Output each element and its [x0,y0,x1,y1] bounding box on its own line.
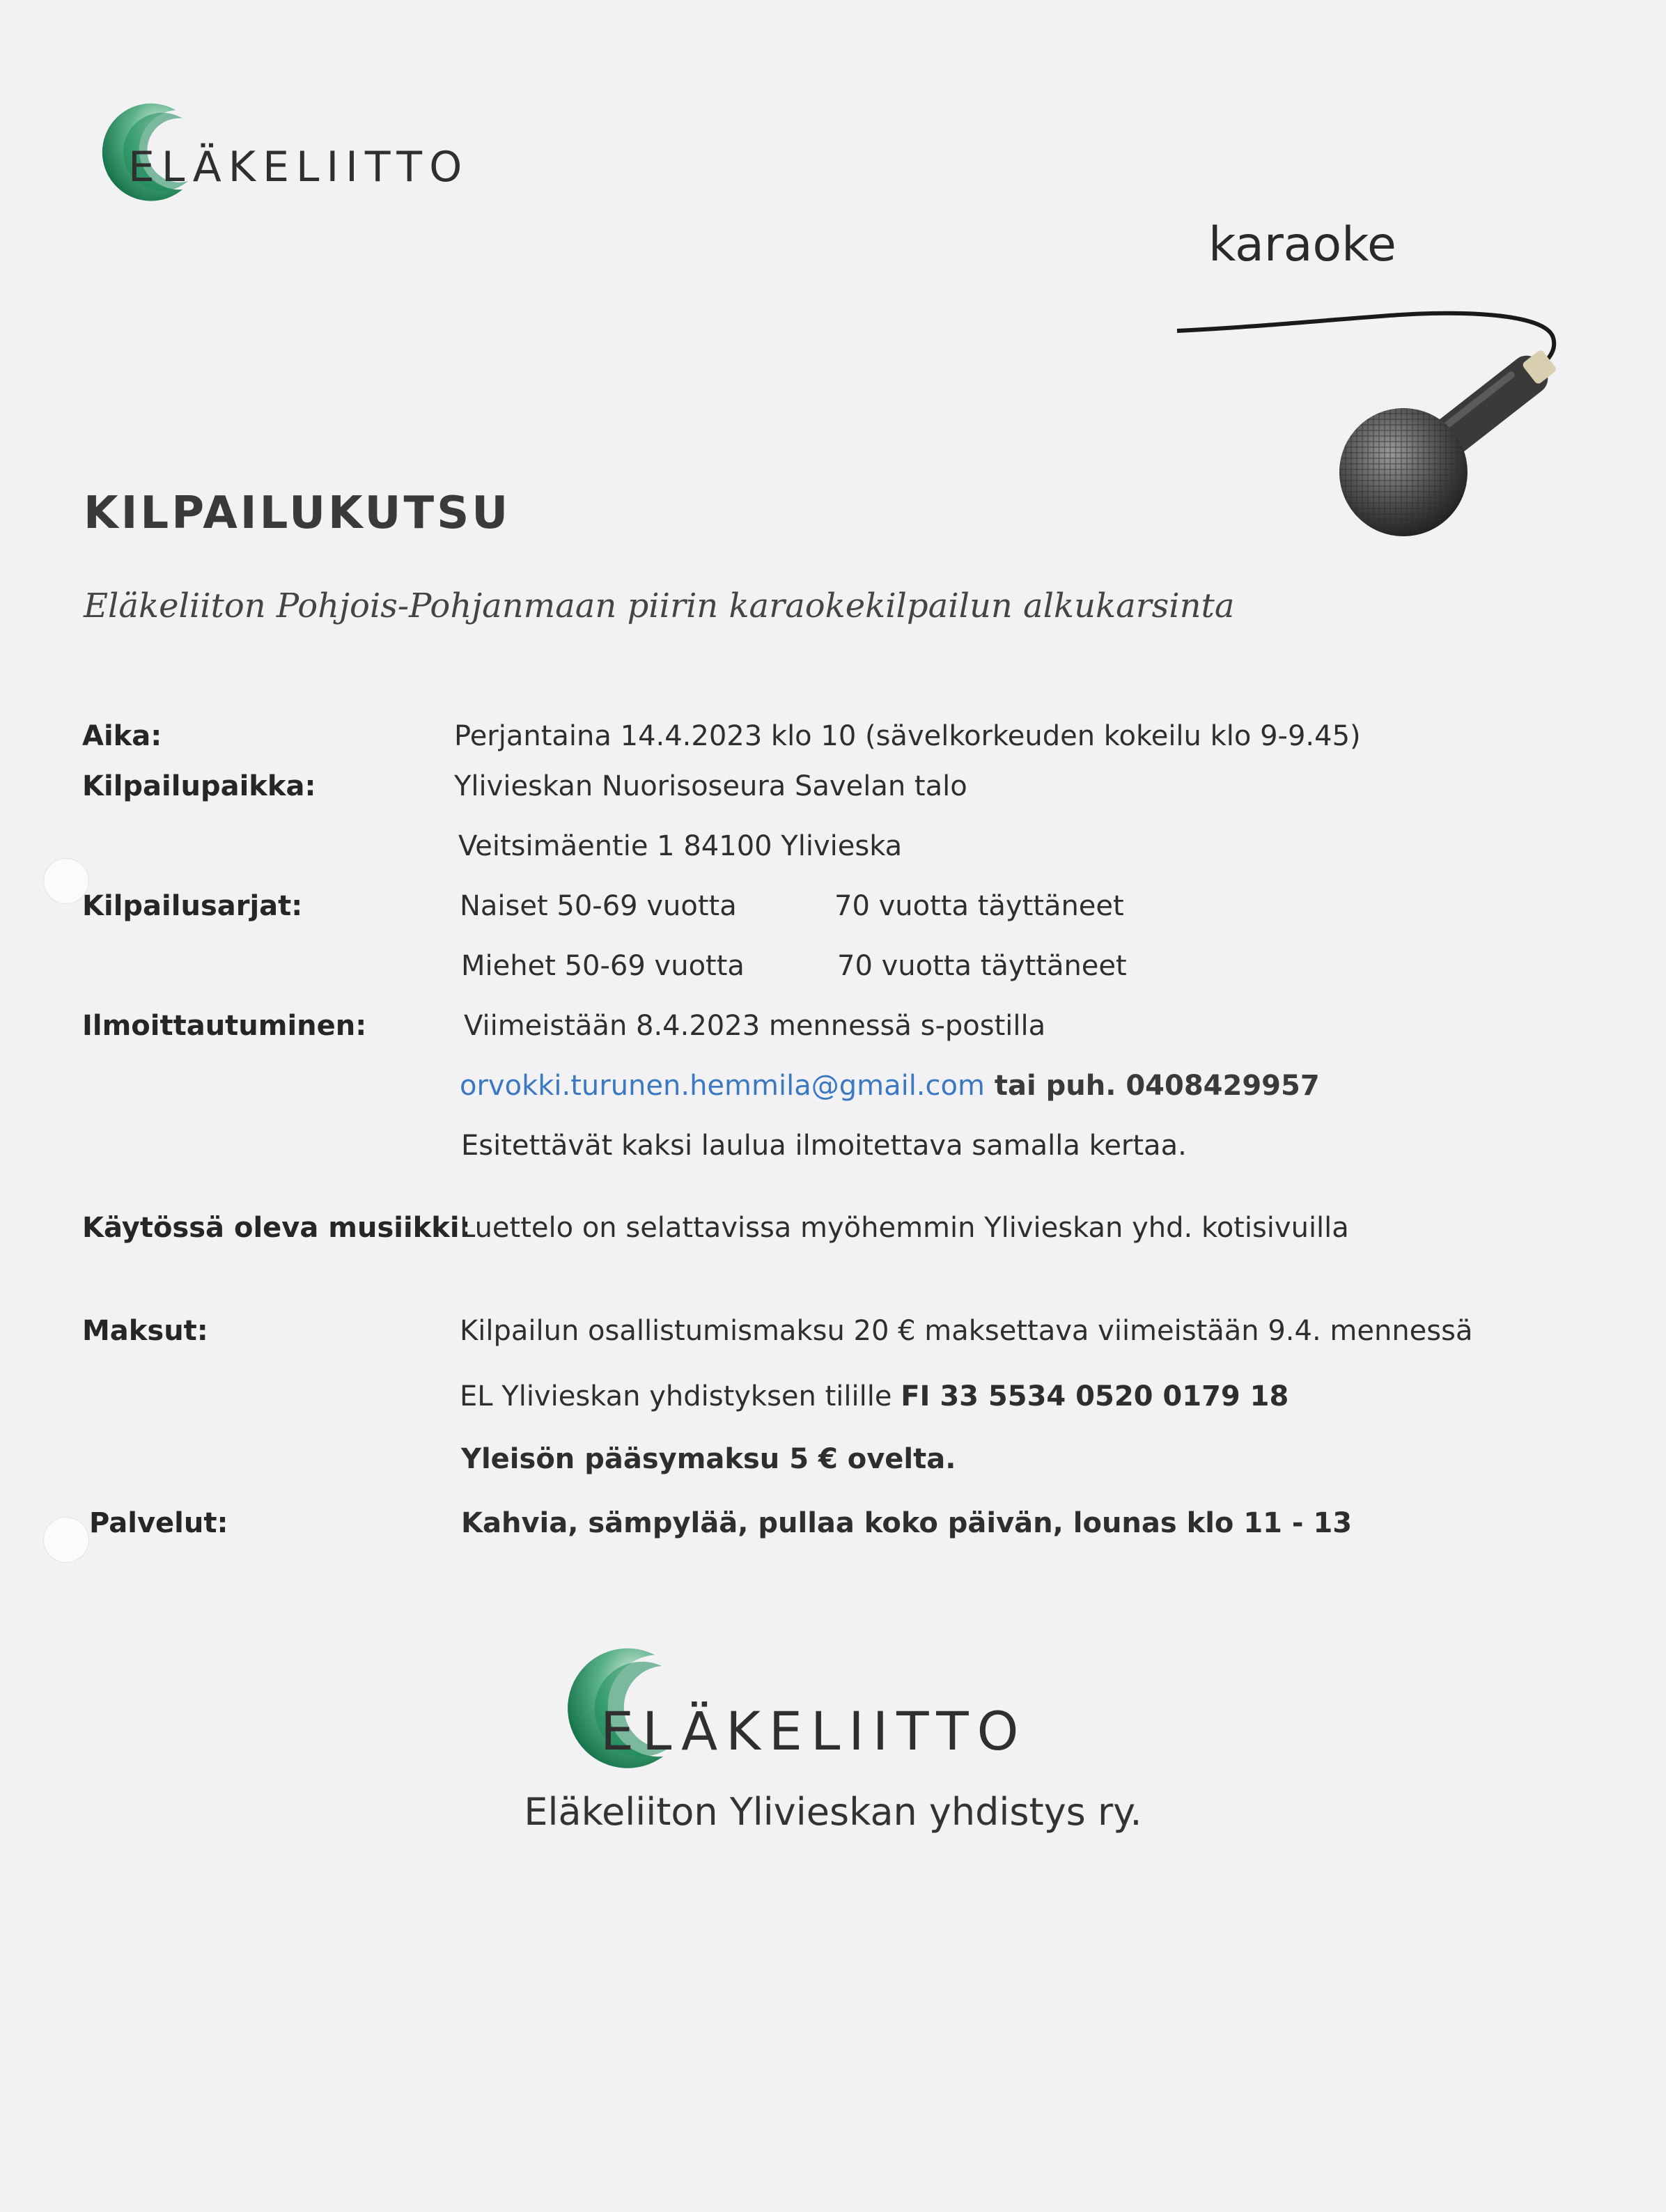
maksut-account-text: EL Ylivieskan yhdistyksen tilille [460,1380,901,1412]
maksut-entry-fee: Yleisön pääsymaksu 5 € ovelta. [461,1443,956,1475]
microphone-icon [1170,299,1581,550]
ilmoittautuminen-label: Ilmoittautuminen: [82,1010,367,1042]
kilpailupaikka-value: Ylivieskan Nuorisoseura Savelan talo [454,770,967,802]
elakeliitto-logo-top [78,98,552,209]
musiikki-label: Käytössä oleva musiikki: [82,1212,471,1244]
kilpailusarjat-label: Kilpailusarjat: [82,890,303,922]
aika-label: Aika: [82,720,162,752]
sarjat-miehet: Miehet 50-69 vuotta [461,950,745,982]
svg-text:ELÄKELIITTO: ELÄKELIITTO [128,143,469,192]
page-subtitle: Eläkeliiton Pohjois-Pohjanmaan piirin karaokekilpailun alkukarsinta [84,586,1235,625]
elakeliitto-logo-bottom [536,1644,1135,1776]
sarjat-naiset: Naiset 50-69 vuotta [460,890,737,922]
page-title: KILPAILUKUTSU [84,488,511,539]
palvelut-value: Kahvia, sämpylää, pullaa koko päivän, lounas klo 11 - 13 [461,1507,1353,1539]
maksut-label: Maksut: [82,1315,208,1347]
punch-hole-bottom [43,1517,89,1563]
aika-value: Perjantaina 14.4.2023 klo 10 (sävelkorkeuden kokeilu klo 9-9.45) [454,720,1361,752]
musiikki-value: Luettelo on selattavissa myöhemmin Ylivieskan yhd. kotisivuilla [460,1212,1349,1244]
sarjat-naiset-70: 70 vuotta täyttäneet [834,890,1124,922]
footer-org-name: Eläkeliiton Ylivieskan yhdistys ry. [524,1790,1142,1834]
email-link[interactable]: orvokki.turunen.hemmila@gmail.com [460,1070,985,1102]
sarjat-miehet-70: 70 vuotta täyttäneet [837,950,1127,982]
maksut-account [460,1380,1289,1412]
ilmoittautuminen-contact [460,1070,1320,1102]
kilpailupaikka-label: Kilpailupaikka: [82,770,316,802]
ilmoittautuminen-note: Esitettävät kaksi laulua ilmoitettava samalla kertaa. [461,1130,1187,1162]
karaoke-label: karaoke [1208,217,1396,272]
ilmoittautuminen-value: Viimeistään 8.4.2023 mennessä s-postilla [464,1010,1046,1042]
maksut-iban: FI 33 5534 0520 0179 18 [901,1380,1289,1412]
svg-text:ELÄKELIITTO: ELÄKELIITTO [600,1700,1027,1762]
maksut-value: Kilpailun osallistumismaksu 20 € maksettava viimeistään 9.4. mennessä [460,1315,1473,1347]
kilpailupaikka-address: Veitsimäentie 1 84100 Ylivieska [458,830,903,862]
palvelut-label: Palvelut: [89,1507,228,1539]
phone-number: tai puh. 0408429957 [984,1070,1320,1102]
